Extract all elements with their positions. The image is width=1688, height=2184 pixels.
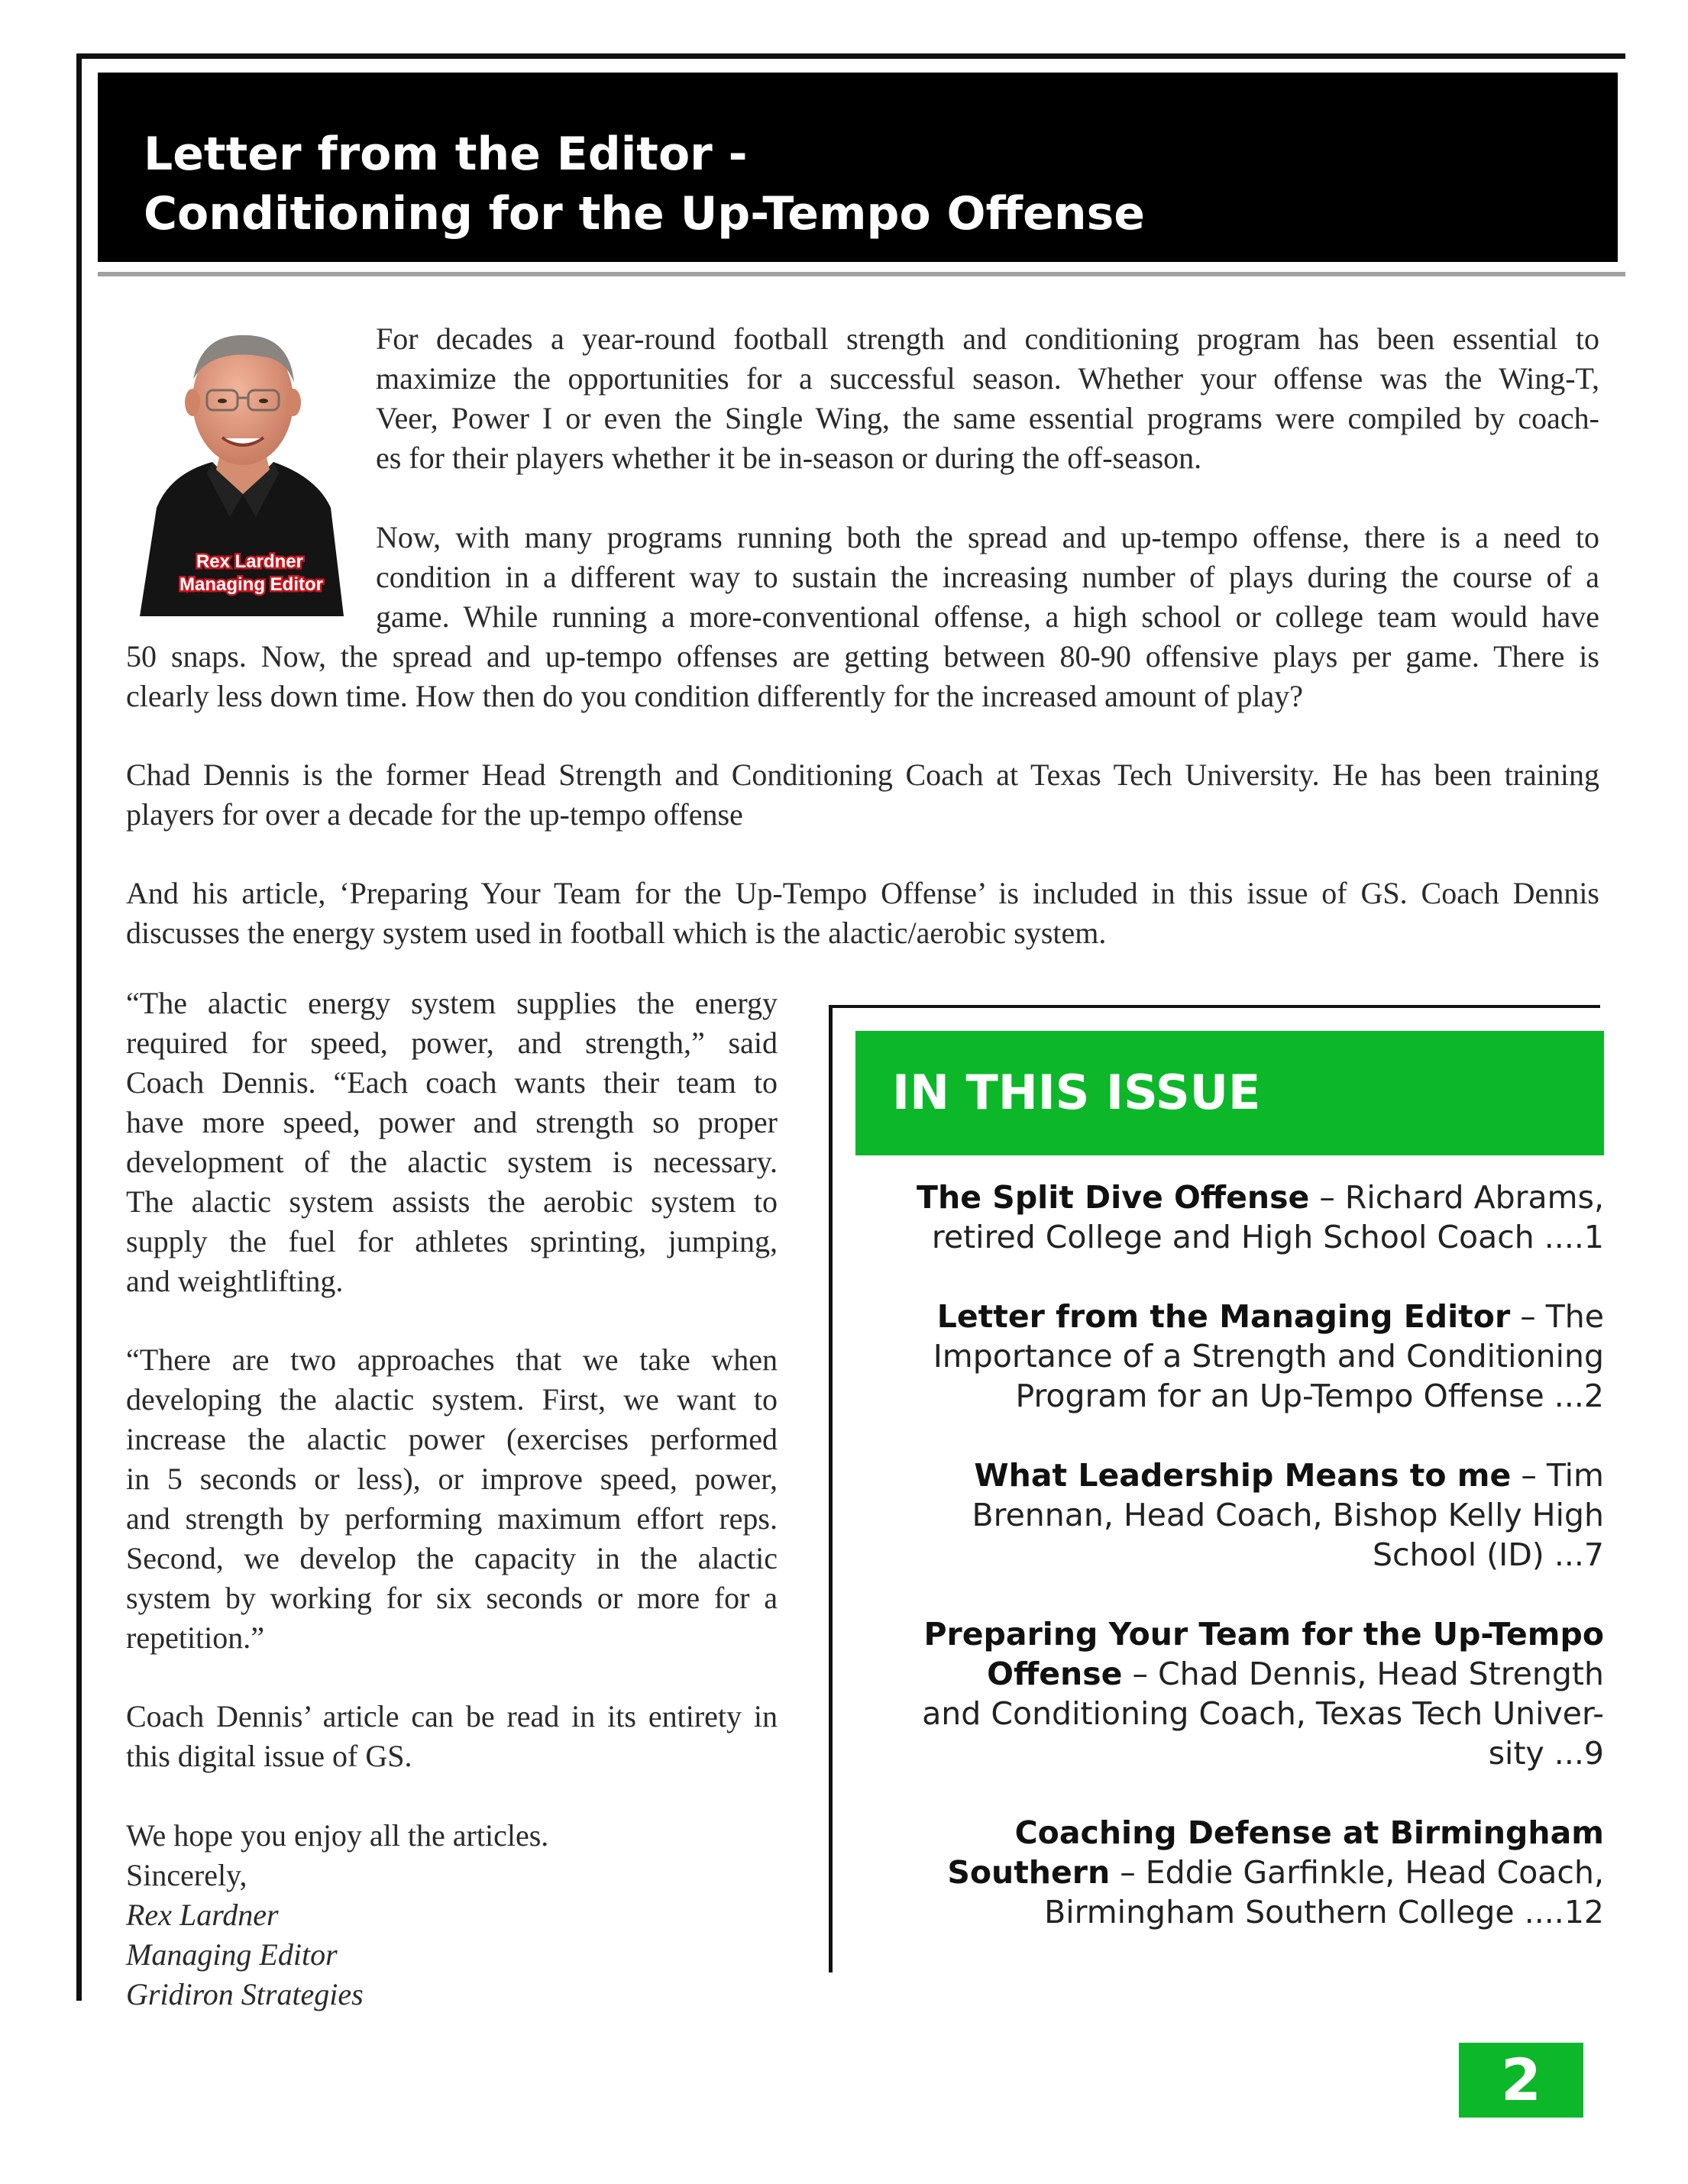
text-line: have more speed, power and strength so proper xyxy=(126,1105,778,1139)
text-line: this digital issue of GS. xyxy=(126,1739,412,1773)
issue-item-line xyxy=(859,1297,1604,1336)
text-line: Chad Dennis is the former Head Strength and Conditioning Coach at Texas Tech University. He has been training xyxy=(126,758,1599,792)
header-title-line1: Letter from the Editor - xyxy=(144,128,748,181)
left-rule xyxy=(76,53,82,2001)
text-line: Second, we develop the capacity in the alactic xyxy=(126,1541,778,1575)
issue-item-title: Letter from the Managing Editor xyxy=(936,1298,1511,1335)
issue-item-line xyxy=(859,1654,1604,1694)
issue-item-line: Birmingham Southern College ....12 xyxy=(1044,1894,1604,1930)
issue-item-title-cont: Offense xyxy=(987,1656,1123,1692)
issue-item-byline: – Eddie Garfinkle, Head Coach, xyxy=(1110,1854,1604,1891)
issue-item[interactable] xyxy=(859,1813,1604,1932)
issue-item[interactable] xyxy=(859,1178,1604,1257)
issue-item-line xyxy=(859,1455,1604,1495)
letter-paragraph-1 xyxy=(376,319,1599,478)
sidebar-left-rule xyxy=(829,1005,833,1972)
top-rule xyxy=(76,53,1625,59)
article-header xyxy=(98,73,1618,262)
letter-paragraph-2-continued xyxy=(126,637,1599,716)
header-title-line2: Conditioning for the Up-Tempo Offense xyxy=(144,187,1145,241)
closing-line: We hope you enjoy all the articles. xyxy=(126,1818,549,1853)
text-line: players for over a decade for the up-tempo offense xyxy=(126,797,743,832)
issue-item-title-cont: Southern xyxy=(947,1854,1111,1891)
text-line: system by working for six seconds or more for a xyxy=(126,1581,778,1615)
quote-paragraph-2 xyxy=(126,1340,778,1658)
issue-item-line: Importance of a Strength and Conditioning xyxy=(933,1338,1604,1375)
text-line: clearly less down time. How then do you condition differently for the increased amount of play? xyxy=(126,679,1304,713)
in-this-issue-banner xyxy=(855,1031,1604,1155)
letter-paragraph-3 xyxy=(126,755,1599,835)
text-line: and weightlifting. xyxy=(126,1264,344,1298)
issue-item-line: Brennan, Head Coach, Bishop Kelly High xyxy=(972,1497,1604,1533)
page-number: 2 xyxy=(1459,2043,1583,2118)
text-line: For decades a year-round football strength and conditioning program has been essential to xyxy=(376,321,1599,356)
issue-item-title: What Leadership Means to me xyxy=(974,1457,1512,1494)
text-line: developing the alactic system. First, we want to xyxy=(126,1382,778,1417)
issue-item-line: School (ID) ...7 xyxy=(1372,1536,1604,1573)
text-line: maximize the opportunities for a successful season. Whether your offense was the Wing-T, xyxy=(376,361,1599,396)
text-line: 50 snaps. Now, the spread and up-tempo offenses are getting between 80-90 offensive plays per game. There is xyxy=(126,639,1599,674)
issue-item[interactable] xyxy=(859,1455,1604,1575)
issue-item-line: Program for an Up-Tempo Offense ...2 xyxy=(1015,1378,1604,1414)
text-line: Coach Dennis’ article can be read in its entirety in xyxy=(126,1699,778,1733)
signature-org: Gridiron Strategies xyxy=(126,1977,364,2011)
text-line: “There are two approaches that we take when xyxy=(126,1342,778,1377)
issue-item[interactable] xyxy=(859,1614,1604,1773)
text-line: “The alactic energy system supplies the energy xyxy=(126,986,778,1020)
text-line: discusses the energy system used in football which is the alactic/aerobic system. xyxy=(126,916,1107,950)
quote-paragraph-3 xyxy=(126,1697,778,1776)
issue-item-title: Preparing Your Team for the Up-Tempo xyxy=(923,1616,1604,1653)
text-line: Now, with many programs running both the spread and up-tempo offense, there is a need to xyxy=(376,520,1599,554)
issue-item-line xyxy=(859,1813,1604,1853)
text-line: increase the alactic power (exercises performed xyxy=(126,1422,778,1456)
editor-photo xyxy=(140,317,344,616)
text-line: condition in a different way to sustain the increasing number of plays during the course of a xyxy=(376,560,1599,594)
text-line: in 5 seconds or less), or improve speed, power, xyxy=(126,1462,778,1496)
text-line: The alactic system assists the aerobic system to xyxy=(126,1184,778,1219)
letter-paragraph-2 xyxy=(376,518,1599,637)
text-line: es for their players whether it be in-season or during the off-season. xyxy=(376,441,1202,475)
issue-item-line: retired College and High School Coach ....1 xyxy=(931,1219,1604,1255)
text-line: game. While running a more-conventional offense, a high school or college team would have xyxy=(376,599,1599,634)
text-line: And his article, ‘Preparing Your Team for the Up-Tempo Offense’ is included in this issue of GS. Coach Dennis xyxy=(126,876,1599,910)
signature-name: Rex Lardner xyxy=(126,1898,279,1932)
text-line: development of the alactic system is necessary. xyxy=(126,1145,778,1179)
issue-item-line: and Conditioning Coach, Texas Tech Univer- xyxy=(922,1695,1604,1732)
sidebar-top-rule xyxy=(829,1005,1600,1008)
letter-paragraph-4 xyxy=(126,874,1599,953)
issue-item-byline: – Richard Abrams, xyxy=(1309,1179,1604,1216)
issue-item-line xyxy=(859,1614,1604,1654)
issue-item[interactable] xyxy=(859,1297,1604,1416)
text-line: Coach Dennis. “Each coach wants their team to xyxy=(126,1065,778,1100)
text-line: supply the fuel for athletes sprinting, jumping, xyxy=(126,1224,778,1258)
issue-item-byline: – The xyxy=(1510,1298,1604,1335)
text-line: Veer, Power I or even the Single Wing, the same essential programs were compiled by coach- xyxy=(376,401,1599,435)
text-line: and strength by performing maximum effort reps. xyxy=(126,1501,778,1536)
signature-title: Managing Editor xyxy=(126,1937,338,1972)
issue-item-title: The Split Dive Offense xyxy=(917,1179,1310,1216)
in-this-issue-title: IN THIS ISSUE xyxy=(892,1065,1261,1120)
letter-closing xyxy=(126,1816,548,2014)
issue-item-byline: – Chad Dennis, Head Strength xyxy=(1122,1656,1604,1692)
issue-item-line: sity ...9 xyxy=(1488,1735,1604,1772)
issue-item-line xyxy=(859,1178,1604,1217)
photo-caption-title: Managing Editor xyxy=(179,574,323,595)
issue-item-byline: – Tim xyxy=(1511,1457,1604,1494)
text-line: required for speed, power, and strength,” said xyxy=(126,1026,778,1060)
text-line: repetition.” xyxy=(126,1620,265,1655)
closing-salutation: Sincerely, xyxy=(126,1858,247,1892)
quote-paragraph-1 xyxy=(126,984,778,1301)
issue-item-title: Coaching Defense at Birmingham xyxy=(1014,1814,1604,1851)
issue-item-line xyxy=(859,1853,1604,1892)
photo-caption-name: Rex Lardner xyxy=(196,551,303,572)
header-underline xyxy=(98,272,1625,276)
